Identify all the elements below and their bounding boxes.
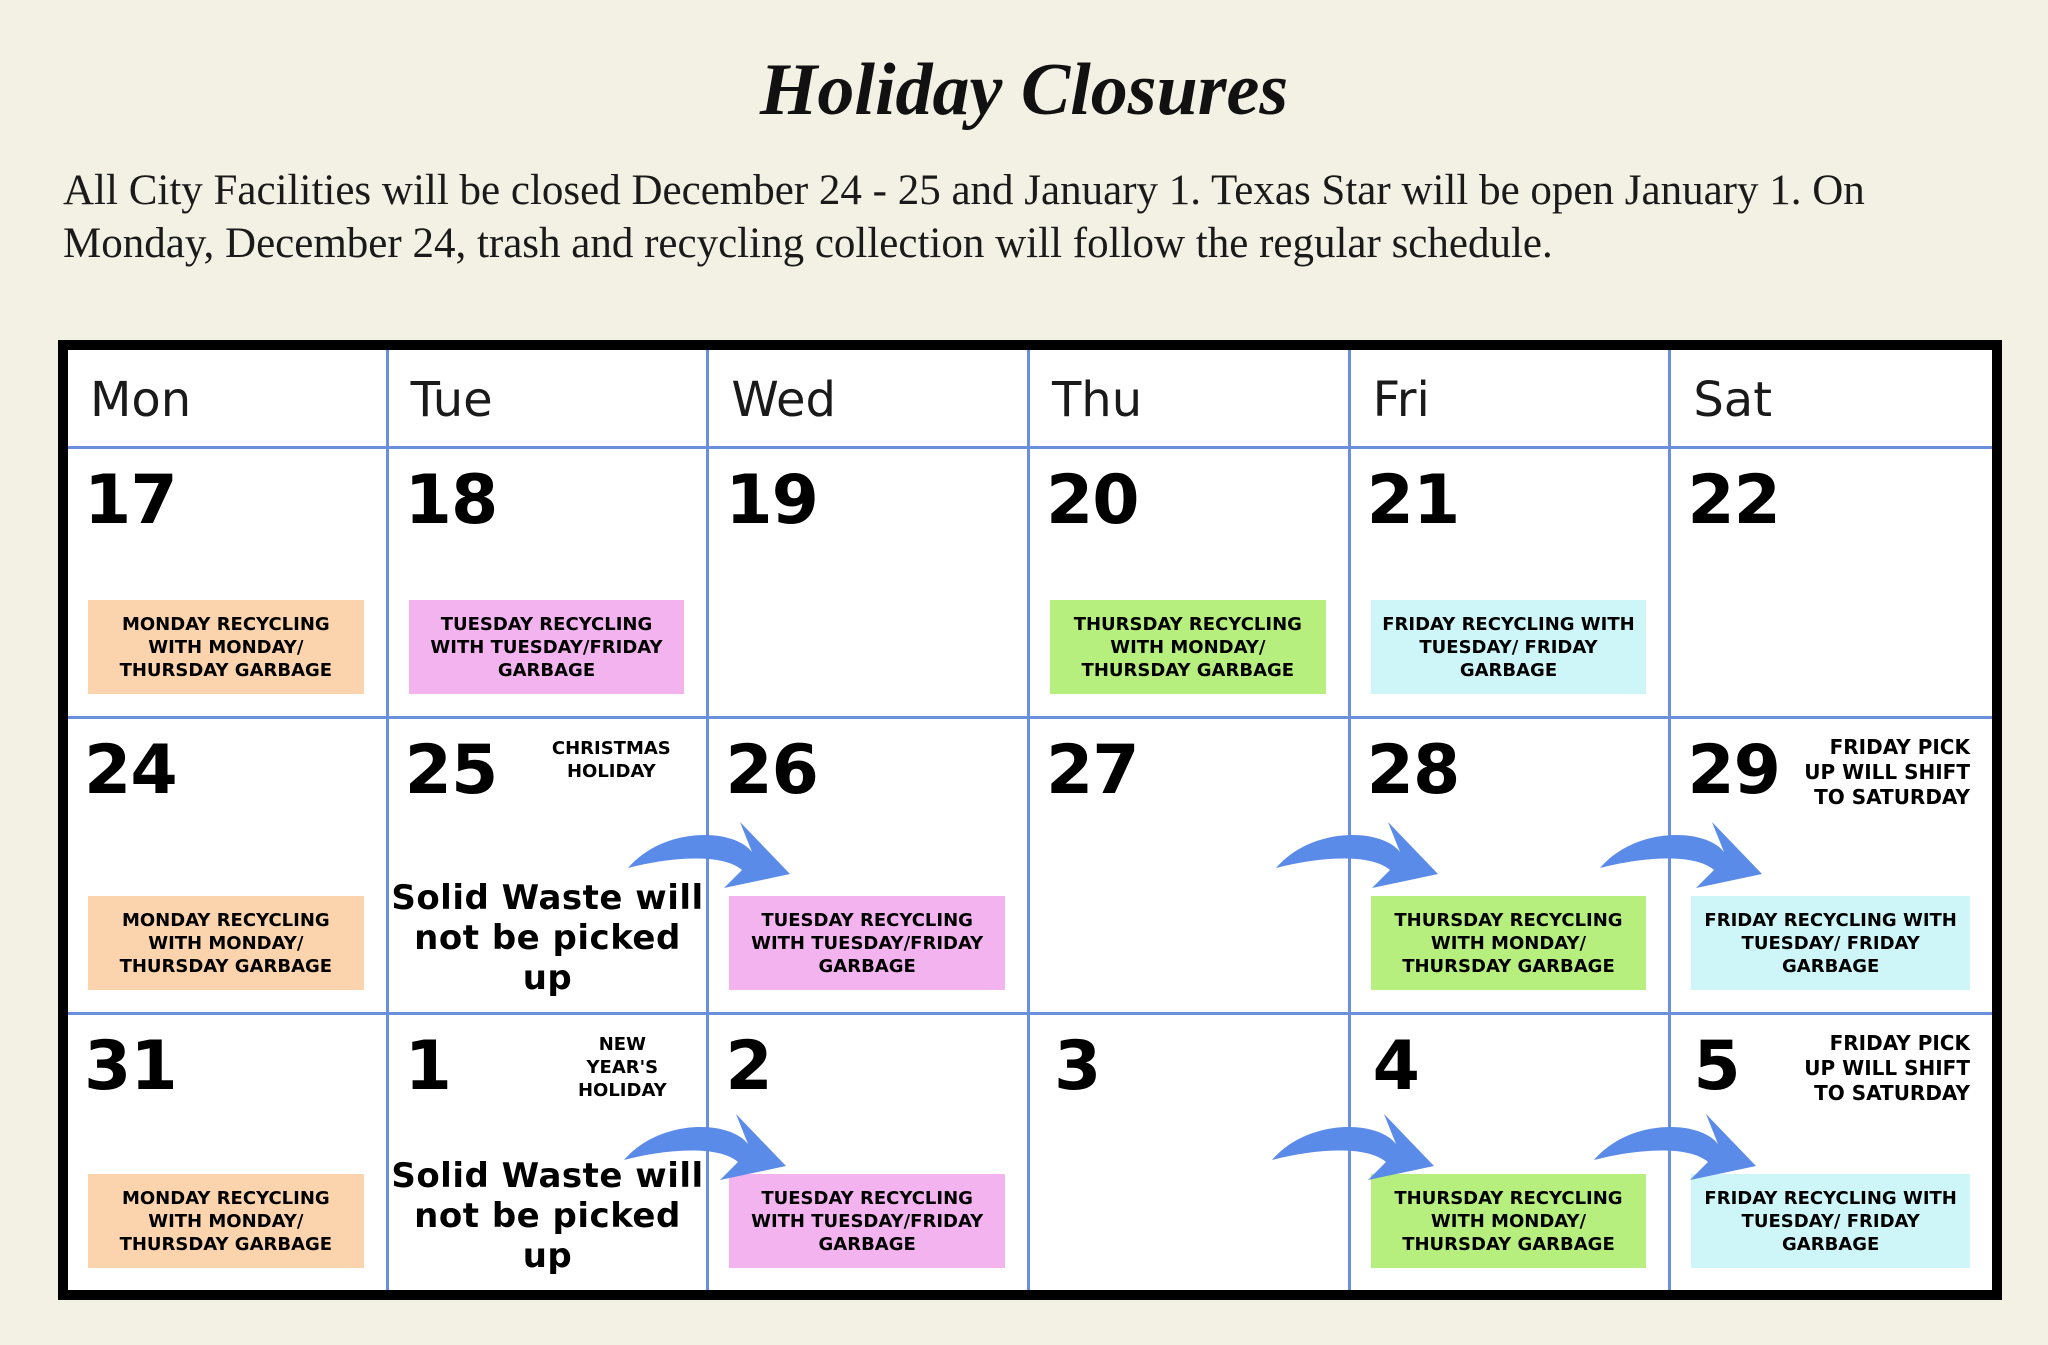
day-cell	[1030, 449, 1351, 719]
thursday-recycling-label: THURSDAY RECYCLING WITH MONDAY/ THURSDAY GARBAGE	[1371, 1174, 1647, 1268]
header-thu: Thu	[1030, 350, 1351, 449]
day-number: 31	[84, 1027, 177, 1106]
day-number: 3	[1053, 1027, 1101, 1106]
day-number: 28	[1366, 731, 1460, 810]
header-wed: Wed	[709, 350, 1030, 449]
day-cell	[68, 449, 389, 719]
friday-recycling-label: FRIDAY RECYCLING WITH TUESDAY/ FRIDAY GARBAGE	[1691, 1174, 1970, 1268]
tuesday-recycling-label: TUESDAY RECYCLING WITH TUESDAY/FRIDAY GARBAGE	[409, 600, 685, 694]
saturday-shift-note: FRIDAY PICK UP WILL SHIFT TO SATURDAY	[1804, 1031, 1970, 1105]
friday-recycling-label: FRIDAY RECYCLING WITH TUESDAY/ FRIDAY GARBAGE	[1371, 600, 1647, 694]
day-number: 25	[404, 731, 498, 810]
monday-recycling-label: MONDAY RECYCLING WITH MONDAY/ THURSDAY GARBAGE	[88, 600, 364, 694]
tuesday-recycling-label: TUESDAY RECYCLING WITH TUESDAY/FRIDAY GARBAGE	[729, 896, 1005, 990]
monday-recycling-label: MONDAY RECYCLING WITH MONDAY/ THURSDAY GARBAGE	[88, 1174, 364, 1268]
header-fri: Fri	[1351, 350, 1672, 449]
day-cell	[1351, 449, 1672, 719]
thursday-recycling-label: THURSDAY RECYCLING WITH MONDAY/ THURSDAY GARBAGE	[1371, 896, 1647, 990]
day-number: 2	[725, 1027, 772, 1106]
day-cell	[68, 719, 389, 1015]
shift-arrow-icon	[1590, 1110, 1760, 1184]
day-number: 18	[404, 461, 498, 540]
shift-arrow-icon	[1272, 818, 1442, 892]
day-number: 1	[404, 1027, 451, 1106]
day-number: 4	[1372, 1027, 1419, 1106]
thursday-recycling-label: THURSDAY RECYCLING WITH MONDAY/ THURSDAY GARBAGE	[1050, 600, 1326, 694]
shift-arrow-icon	[620, 1110, 790, 1184]
day-number: 26	[725, 731, 818, 810]
calendar-grid	[68, 350, 1992, 1290]
day-number: 19	[725, 461, 818, 540]
tuesday-recycling-label: TUESDAY RECYCLING WITH TUESDAY/FRIDAY GARBAGE	[729, 1174, 1005, 1268]
day-cell	[389, 449, 710, 719]
header-mon: Mon	[68, 350, 389, 449]
solid-waste-notice: Solid Waste will not be picked up	[391, 878, 704, 998]
friday-recycling-label: FRIDAY RECYCLING WITH TUESDAY/ FRIDAY GARBAGE	[1691, 896, 1970, 990]
day-number: 24	[84, 731, 177, 810]
shift-arrow-icon	[624, 818, 794, 892]
intro-text: All City Facilities will be closed December 24 - 25 and January 1. Texas Star will be open January 1. On Monday, December 24, trash and recycling collection will follow the regular schedule.	[63, 167, 1865, 267]
calendar	[58, 340, 2002, 1300]
new-years-holiday-note: NEW YEAR'S HOLIDAY	[577, 1034, 667, 1101]
christmas-holiday-note: CHRISTMAS HOLIDAY	[551, 738, 671, 782]
shift-arrow-icon	[1268, 1110, 1438, 1184]
header-sat: Sat	[1671, 350, 1992, 449]
day-number: 29	[1687, 731, 1780, 810]
day-cell	[68, 1015, 389, 1290]
saturday-shift-note: FRIDAY PICK UP WILL SHIFT TO SATURDAY	[1804, 735, 1970, 809]
day-number: 27	[1045, 731, 1139, 810]
monday-recycling-label: MONDAY RECYCLING WITH MONDAY/ THURSDAY GARBAGE	[88, 896, 364, 990]
page-title: Holiday Closures	[759, 49, 1289, 131]
day-number: 21	[1366, 461, 1460, 540]
day-cell	[709, 449, 1030, 719]
day-number: 5	[1693, 1027, 1740, 1106]
header-tue: Tue	[389, 350, 710, 449]
shift-arrow-icon	[1596, 818, 1766, 892]
day-cell	[1671, 449, 1992, 719]
solid-waste-notice: Solid Waste will not be picked up	[391, 1156, 704, 1276]
day-number: 22	[1687, 461, 1780, 540]
day-number: 17	[84, 461, 177, 540]
day-number: 20	[1045, 461, 1139, 540]
